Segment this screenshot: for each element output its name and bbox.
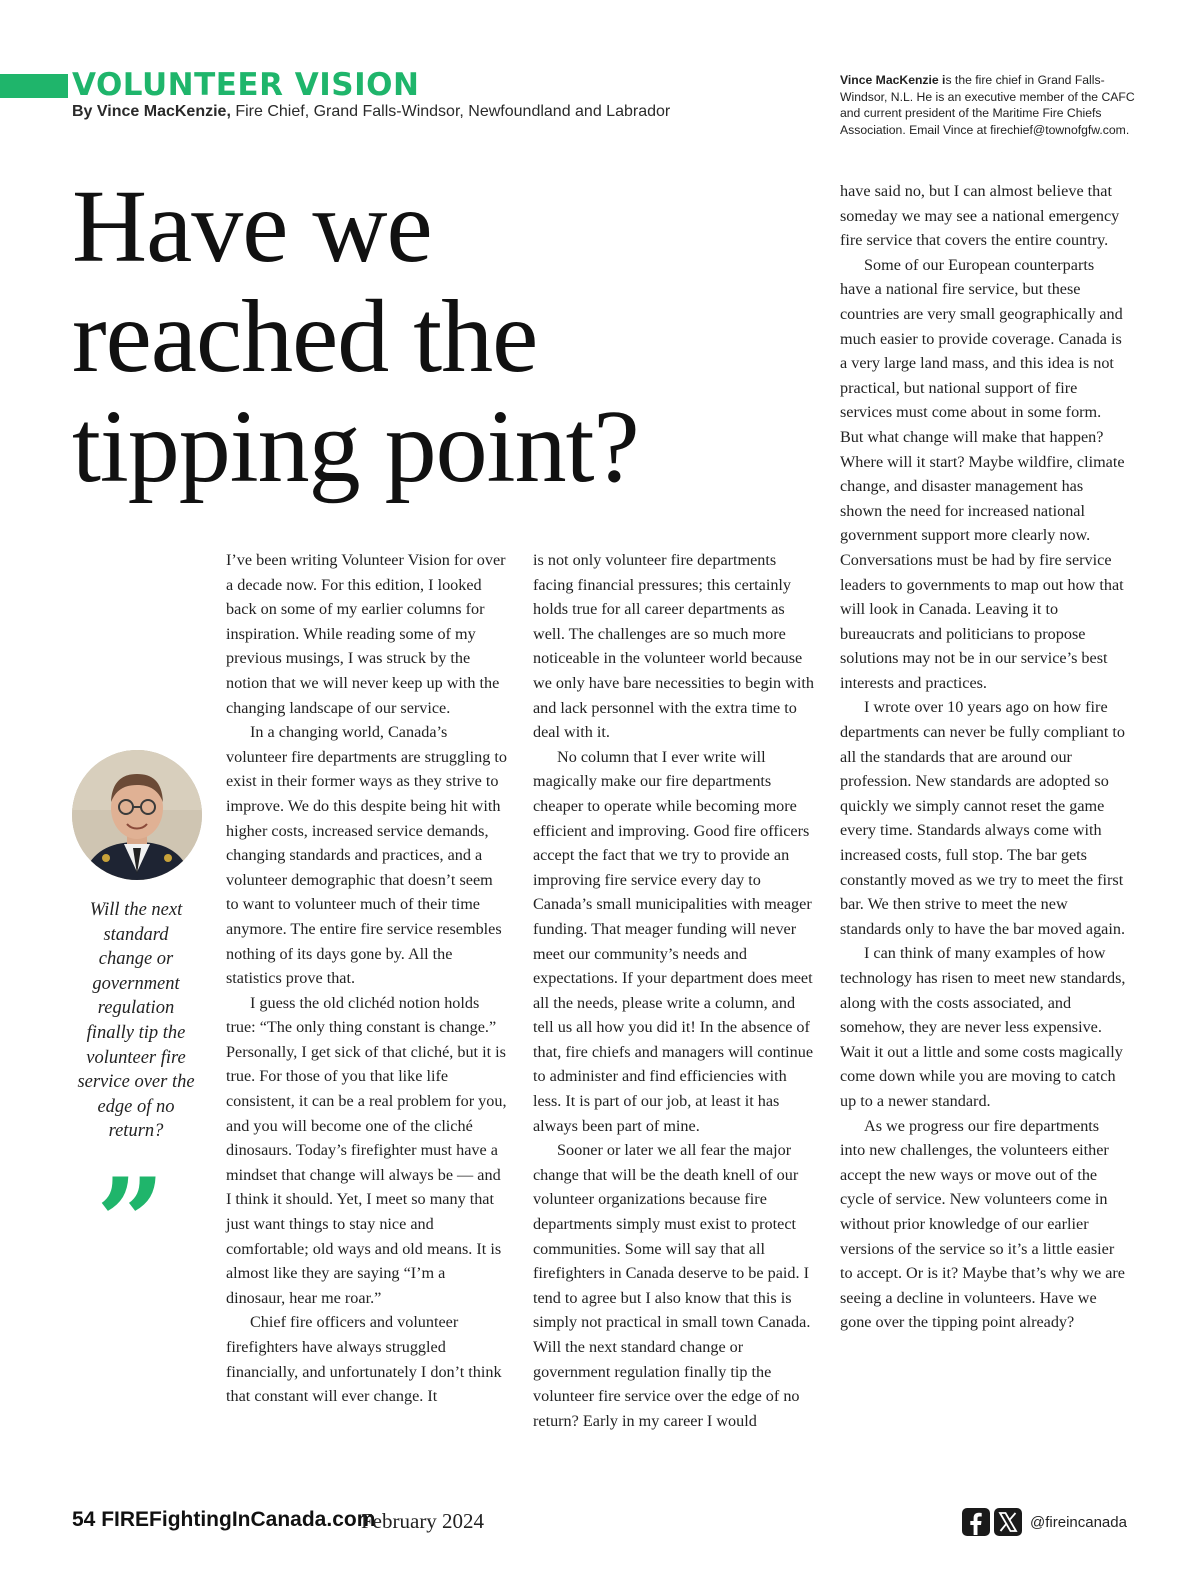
paragraph: I can think of many examples of how technology has risen to meet new standards, along with the costs associated, and somehow, they are never less expensive. Wait it out a little and some costs magically come down while you are moving to catch up to a newer standard.	[840, 944, 1126, 1110]
bio-name: Vince MacKenzie i	[840, 73, 946, 87]
author-portrait-illustration	[72, 750, 202, 880]
bio-text: s the fire chief in Grand Falls-Windsor, N.L. He is an executive member of the CAFC and current president of the Maritime Fire Chiefs Association. Email Vince at firechief@townofgfw.com.	[840, 73, 1135, 137]
article-column-2	[533, 548, 817, 1433]
social-handle[interactable]: @fireincanada	[1030, 1513, 1127, 1531]
paragraph: Chief fire officers and volunteer firefighters have always struggled financially, and unfortunately I don’t think that constant will ever change. It	[226, 1313, 502, 1406]
facebook-icon[interactable]	[962, 1508, 990, 1536]
byline-author: By Vince MacKenzie,	[72, 103, 231, 120]
closing-quote-icon: ”	[96, 1152, 166, 1293]
pull-quote: Will the next standard change or government regulation finally tip the volunteer fire service over the edge of no return?	[77, 900, 195, 1142]
paragraph: I’ve been writing Volunteer Vision for over a decade now. For this edition, I looked back on some of my earlier columns for inspiration. While reading some of my previous musings, I was struck by the notion that we will never keep up with the changing landscape of our service.	[226, 551, 506, 717]
article-column-1	[226, 548, 508, 1409]
author-bio	[840, 72, 1135, 138]
section-accent-bar	[0, 74, 68, 98]
author-photo	[72, 750, 202, 880]
article-column-3	[840, 179, 1126, 1335]
paragraph: Sooner or later we all fear the major change that will be the death knell of our volunteer organizations because fire departments simply must exist to protect communities. Some will say that all firefighters in Canada deserve to be paid. I tend to agree but I also know that this is simply not practical in small town Canada. Will the next standard change or government regulation finally tip the volunteer fire service over the edge of no return? Early in my career I would	[533, 1141, 811, 1430]
paragraph: Some of our European counterparts have a national fire service, but these countries are very small geographically and much easier to provide coverage. Canada is a very large land mass, and this idea is not practical, but national support of fire services must come about in some form. But what change will make that happen? Where will it start? Maybe wildfire, climate change, and disaster management has shown the need for increased national government support more clearly now. Conversations must be had by fire service leaders to governments to map out how that will look in Canada. Leaving it to bureaucrats and politicians to propose solutions may not be in our service’s best interests and practices.	[840, 255, 1125, 692]
headline-line-1: Have we	[72, 169, 432, 284]
paragraph: is not only volunteer fire departments facing financial pressures; this certainly holds true for all career departments as well. The challenges are so much more noticeable in the volunteer world because we only have bare necessities to begin with and lack personnel with the extra time to deal with it.	[533, 551, 814, 742]
section-title: VOLUNTEER VISION	[72, 67, 420, 103]
paragraph: have said no, but I can almost believe that someday we may see a national emergency fire service that covers the entire country.	[840, 182, 1120, 250]
footer-folio	[72, 1506, 375, 1534]
headline-line-2: reached the	[72, 279, 538, 394]
x-icon[interactable]	[994, 1508, 1022, 1536]
paragraph: I wrote over 10 years ago on how fire departments can never be fully compliant to all the standards that are around our profession. New standards are adopted so quickly we simply cannot reset the game every time. Standards always come with increased costs, full stop. The bar gets constantly moved as we try to meet the first bar. We then strive to meet the new standards only to have the bar moved again.	[840, 698, 1125, 938]
paragraph: No column that I ever write will magically make our fire departments cheaper to operate while becoming more efficient and improving. Good fire officers accept the fact that we try to provide an improving fire service every day to Canada’s small municipalities with meager funding. That meager funding will never meet our community’s needs and expectations. If your department does meet all the needs, please write a column, and tell us all how you did it! In the absence of that, fire chiefs and managers will continue to administer and find efficiencies with less. It is part of our job, at least it has always been part of mine.	[533, 747, 814, 1135]
paragraph: In a changing world, Canada’s volunteer fire departments are struggling to exist in their former ways as they strive to improve. We do this despite being hit with higher costs, increased service demands, changing standards and practices, and a volunteer demographic that doesn’t seem to want to volunteer much of their time anymore. The entire fire service resembles nothing of its days gone by. All the statistics prove that.	[226, 723, 507, 988]
site-link[interactable]: FIREFightingInCanada.com	[101, 1508, 376, 1531]
page-number: 54	[72, 1508, 96, 1531]
headline	[72, 169, 832, 504]
headline-line-3: tipping point?	[72, 389, 639, 504]
issue-date: February 2024	[361, 1509, 485, 1533]
social-links	[962, 1507, 1127, 1537]
paragraph: As we progress our fire departments into new challenges, the volunteers either accept the new ways or move out of the cycle of service. New volunteers come in without prior knowledge of our earlier versions of the service so it’s a little easier to accept. Or is it? Maybe that’s why we are seeing a decline in volunteers. Have we gone over the tipping point already?	[840, 1116, 1125, 1332]
paragraph: I guess the old clichéd notion holds true: “The only thing constant is change.” Personally, I get sick of that cliché, but it is true. For those of you that like life consistent, it can be a real problem for you, and you will become one of the cliché dinosaurs. Today’s firefighter must have a mindset that change will always be — and I think it should. Yet, I meet so many that just want things to stay nice and comfortable; old ways and old means. It is almost like they are saying “I’m a dinosaur, hear me roar.”	[226, 993, 507, 1307]
byline-role: Fire Chief, Grand Falls-Windsor, Newfoundland and Labrador	[230, 103, 671, 120]
byline	[72, 102, 670, 122]
